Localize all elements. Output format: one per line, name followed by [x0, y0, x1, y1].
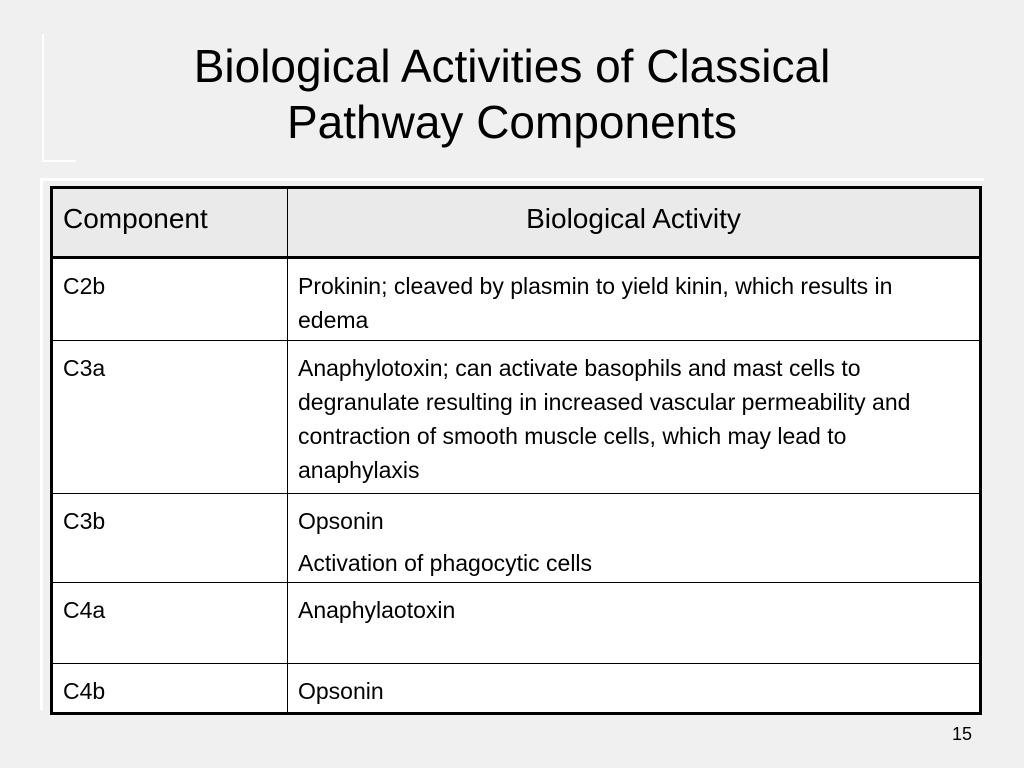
activity-cell — [288, 664, 981, 714]
decorative-horizontal-line — [42, 160, 76, 162]
header-biological-activity: Biological Activity — [288, 188, 981, 258]
table-row — [52, 583, 981, 664]
activity-text: Opsonin — [298, 508, 384, 534]
activity-cell — [288, 494, 981, 583]
page-number: 15 — [951, 724, 972, 744]
decorative-frame-top — [40, 178, 984, 181]
header-component: Component — [52, 188, 288, 258]
table-row — [52, 494, 981, 583]
component-cell: C3a — [52, 341, 288, 494]
activity-text: Opsonin — [298, 678, 384, 704]
slide-title-line-1: Biological Activities of Classical — [193, 40, 831, 92]
component-cell: C2b — [52, 258, 288, 341]
table-header-row — [52, 188, 981, 258]
decorative-vertical-line — [42, 34, 44, 160]
activity-text: Anaphylotoxin; can activate basophils and mast cells to degranulate resulting in increased vascular permeability and contraction of smooth muscle cells, which may lead to anaphylaxis — [298, 355, 911, 483]
activity-cell — [288, 583, 981, 664]
table-row — [52, 341, 981, 494]
activity-cell — [288, 258, 981, 341]
table-row — [52, 258, 981, 341]
activity-cell — [288, 341, 981, 494]
component-cell: C4a — [52, 583, 288, 664]
component-cell: C4b — [52, 664, 288, 714]
activity-text: Activation of phagocytic cells — [298, 550, 593, 576]
components-table — [50, 186, 982, 715]
activity-text: Prokinin; cleaved by plasmin to yield kinin, which results in edema — [298, 273, 893, 333]
decorative-frame-left — [40, 180, 43, 710]
component-cell: C3b — [52, 494, 288, 583]
table-row — [52, 664, 981, 714]
activity-text: Anaphylaotoxin — [298, 597, 456, 623]
slide-title-line-2: Pathway Components — [286, 96, 738, 148]
slide-title — [80, 38, 944, 150]
